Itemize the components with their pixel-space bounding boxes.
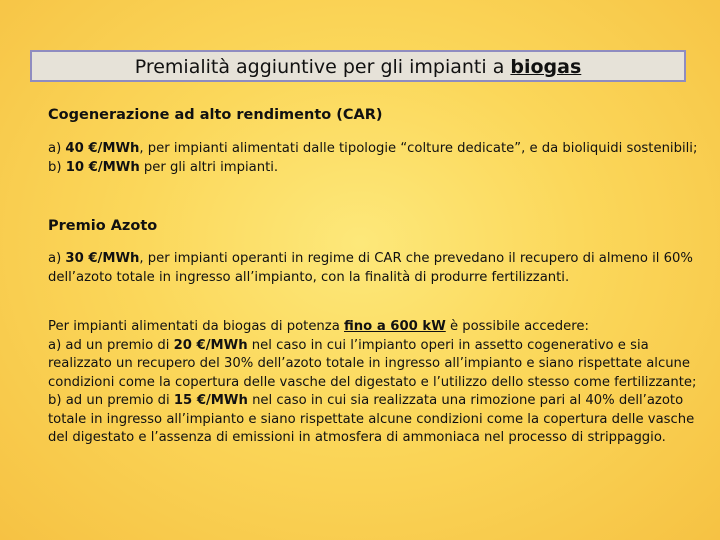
azoto-a-text: , per impianti operanti in regime di CAR che prevedano il recupero di almeno il 60% dell’azoto totale in ingresso all’impianto, con la finalità di produrre fertilizzanti.	[48, 251, 693, 285]
para-b-value: 15 €/MWh	[173, 393, 248, 408]
para-a-text: nel caso in cui l’impianto operi in assetto cogenerativo e sia realizzato un recupero del 30% dell’azoto totale in ingresso all’impianto e siano rispettate alcune condizioni come la copertura delle vasche del digestato e l’utilizzo dello stesso come fertilizzante;	[48, 337, 697, 390]
car-a-prefix: a)	[48, 141, 66, 156]
azoto-a-prefix: a)	[48, 251, 66, 266]
car-a-value: 40 €/MWh	[65, 141, 140, 156]
para-b-prefix: b) ad un premio di	[48, 393, 174, 408]
car-heading-text: Cogenerazione ad alto rendimento (CAR)	[48, 107, 383, 123]
car-item-b	[48, 159, 698, 178]
slide-title	[30, 50, 686, 82]
car-b-value: 10 €/MWh	[65, 159, 140, 175]
title-underlined: biogas	[510, 56, 582, 78]
para-b-text: nel caso in cui sia realizzata una rimozione pari al 40% dell’azoto totale in ingresso all’impianto e siano rispettate alcune condizioni come la copertura delle vasche del digestato e l’assenza di emissioni in atmosfera di ammoniaca nel processo di strippaggio.	[48, 393, 695, 445]
car-list	[48, 140, 698, 177]
car-a-text: , per impianti alimentati dalle tipologie “colture dedicate”, e da bioliquidi sostenibili;	[139, 141, 698, 156]
para-item-b	[48, 392, 698, 448]
para-intro-after: è possibile accedere:	[445, 319, 589, 334]
azoto-item-a	[48, 250, 698, 287]
para-intro-before: Per impianti alimentati da biogas di potenza	[48, 319, 344, 334]
car-b-prefix: b)	[48, 159, 66, 175]
para-a-value: 20 €/MWh	[173, 337, 248, 353]
car-heading	[48, 106, 698, 126]
title-text: Premialità aggiuntive per gli impianti a	[134, 56, 511, 78]
para-intro	[48, 318, 698, 337]
azoto-heading	[48, 217, 698, 237]
para-item-a	[48, 337, 698, 393]
azoto-a-value: 30 €/MWh	[65, 251, 140, 266]
car-item-a	[48, 140, 698, 159]
para-a-prefix: a) ad un premio di	[48, 337, 174, 353]
para-intro-underlined: fino a 600 kW	[344, 319, 446, 334]
azoto-heading-text: Premio Azoto	[48, 218, 158, 234]
small-plants-paragraph	[48, 318, 698, 448]
azoto-list	[48, 250, 698, 287]
car-b-text: per gli altri impianti.	[139, 159, 279, 175]
